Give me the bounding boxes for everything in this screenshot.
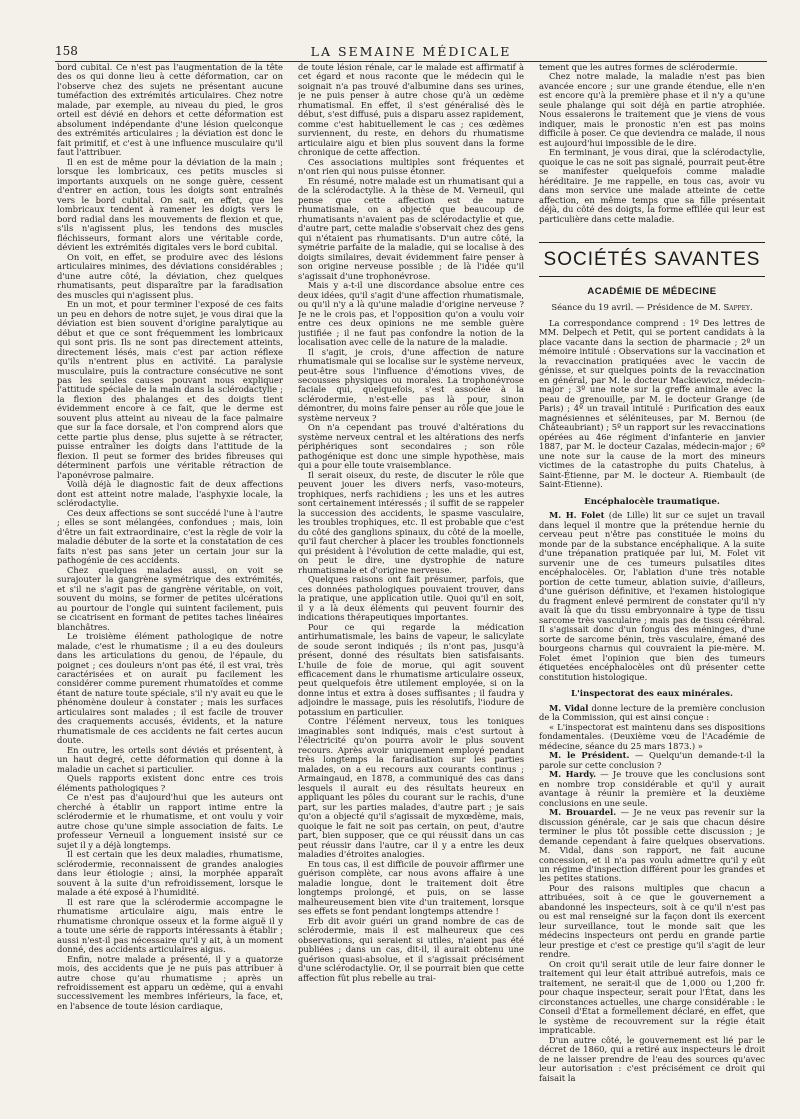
paragraph: Erb dit avoir guéri un grand nombre de cas de sclérodermie, mais il est malheureux que ces observations, qui seraient si utiles, n'aient pas été publiées ; dans un cas, dit-il, il aurait obtenu une guérison quasi-absolue, et il s'agissait précisément d'une sclérodactylie. Or, il se pourrait bien que cette affection fût plus rebelle au trai-: [298, 915, 524, 983]
paragraph: On croit qu'il serait utile de leur faire donner le traitement qui leur était attribué autrefois, mais ce traitement, ne serait-il que de 1,000 ou 1,200 fr. pour chaque inspecteur, serait pour l'État, dans les circonstances actuelles, une charge considérable : le Conseil d'État a formellement déclaré, en effet, que le système de recouvrement sur la régie était impraticable.: [539, 958, 765, 1036]
president-name: Sappey: [723, 302, 750, 313]
paragraph: En un mot, et pour terminer l'exposé de ces faits un peu en dehors de notre sujet, je vous dirai que la déviation est bien souvent d'origine paralytique au début et que ce sont fréquemment les lombricaux qui sont pris. Ils ne sont pas directement atteints, directement lésés, mais c'est par action réflexe qu'ils n'entrent plus en activité. La paralysie musculaire, puis la contracture consécutive ne sont pas les seules causes pouvant nous expliquer l'attitude spéciale de la main dans la sclérodactylie ; la flexion des phalanges et des doigts tient évidemment encore à ce fait, que le derme est souvent plus atteint au niveau de la face palmaire que sur la face dorsale, et l'on comprend alors que cette partie plus dense, plus sujette à se rétracter, puisse entraîner les doigts dans l'attitude de la flexion. Il peut se former des brides fibreuses qui déterminent parfois une véritable rétraction de l'aponévrose palmaire.: [57, 299, 283, 480]
paragraph: Chez quelques malades aussi, on voit se surajouter la gangrène symétrique des extrémités, et s'il ne s'agit pas de gangrène véritable, on voit, souvent du moins, se former de petites ulcérations au pourtour de l'ongle qui suintent facilement, puis se cicatrisent en formant de petites taches linéaires blanchâtres.: [57, 564, 283, 632]
speech-text: (de Lille) lit sur ce sujet un travail dans lequel il montre que la prétendue hernie du cerveau peut n'être pas constituée le moins du monde par de la substance encéphalique. A la suite d'une trépanation pratiquée par lui, M. Folet vit survenir une de ces tumeurs pulsatiles dites encéphalocèles. Or, l'ablation d'une très notable portion de cette tumeur, ablation suivie, d'ailleurs, d'une guérison définitive, et l'examen histologique du fragment enlevé permirent de constater qu'il n'y avait là que du tissu embryonnaire à type de tissu sarcome très vasculaire ; mais pas de tissu cérébral. Il s'agissait donc d'un fongus des méninges, d'une sorte de sarcome bénin, très vasculaire, émané des bourgeons charnus qui couvraient la pie-mère. M. Folet émet l'opinion que bien des tumeurs étiquetées encéphalocèles ont dû présenter cette constitution histologique.: [539, 510, 765, 682]
paragraph: En outre, les orteils sont déviés et présentent, à un haut degré, cette déformation qui donne à la maladie un cachet si particulier.: [57, 744, 283, 774]
paragraph: [539, 770, 765, 808]
paragraph: Ces deux affections se sont succédé l'une à l'autre ; elles se sont mélangées, confondues ; mais, loin d'être un fait extraordinaire, c'est la règle de voir la maladie débuter de la sorte et la constatation de ces faits n'est pas sans jeter un certain jour sur la pathogénie de ces accidents.: [57, 507, 283, 566]
speech-text: donne lecture de la première conclusion de la Commission, qui est ainsi conçue :: [539, 702, 765, 723]
paragraph: Ces associations multiples sont fréquentes et n'ont rien qui nous puisse étonner.: [298, 156, 524, 177]
paragraph: En tous cas, il est difficile de pouvoir affirmer une guérison complète, car nous avons affaire à une maladie longue, dont le traitement doit être longtemps prolongé, et puis, on se lasse malheureusement bien vite d'un traitement, lorsque ses effets se font pendant longtemps attendre !: [298, 858, 524, 917]
speech-text: — Quelqu'un demande-t-il la parole sur cette conclusion ?: [539, 750, 765, 770]
paragraph: [539, 808, 765, 884]
section-title: SOCIÉTÉS SAVANTES: [539, 242, 765, 276]
column-middle: [298, 63, 524, 1093]
paragraph: tement que les autres formes de sclérodermie.: [539, 63, 738, 72]
running-header: [55, 44, 767, 60]
paragraph: Il est rare que la sclérodermie accompagne le rhumatisme articulaire aigu, mais entre le rhumatisme chronique osseux et la forme aiguë il y a toute une série de rapports intéressants à établir ; aussi n'est-il pas nécessaire qu'il y ait, à un moment donné, des accidents articulaires aigus.: [57, 896, 283, 955]
speaker-name: M. H. Folet: [549, 510, 605, 521]
paragraph: Il serait oiseux, du reste, de discuter le rôle que peuvent jouer les divers nerfs, vaso-moteurs, trophiques, nerfs rachidiens ; les uns et les autres sont certainement intéressés ; il suffit de se rappeler la succession des accidents, le spasme vasculaire, les troubles trophiques, etc. Il est probable que c'est du côté des ganglions spinaux, du côté de la moelle, qu'il faut chercher à placer les troubles fonctionnels qui président à l'évolution de cette maladie, qui est, on peut le dire, une dystrophie de nature rhumatismale et d'origine nerveuse.: [298, 469, 524, 575]
column-right: [539, 63, 765, 1093]
paragraph: Voilà déjà le diagnostic fait de deux affections dont est atteint notre malade, l'asphyxie locale, la sclérodactylie.: [57, 479, 283, 509]
paragraph: On n'a cependant pas trouvé d'altérations du système nerveux central et les altérations des nerfs périphériques sont secondaires ; son rôle pathogénique est donc une simple hypothèse, mais qui a pour elle toute vraisemblance.: [298, 422, 524, 471]
speaker-name: M. Hardy.: [549, 769, 597, 780]
subheading: L'inspectorat des eaux minérales.: [571, 689, 733, 700]
paragraph: La correspondance comprend : 1º Des lettres de MM. Delpech et Petit, qui se portent candidats à la place vacante dans la section de pharmacie ; 2º un mémoire intitulé : Observations sur la vaccination et la revaccination pratiquées avec le vaccin de génisse, et sur quelques points de la revaccination en général, par M. le docteur Mackiewicz, médecin-major ; 3º une note sur la greffe animale avec la peau de grenouille, par M. le docteur Grange (de Paris) ; 4º un travail intitulé : Purification des eaux magnésiennes et séléniteuses, par M. Bernou (de Châteaubriant) ; 5º un rapport sur les revaccinations opérées au 46e régiment d'infanterie en janvier 1887, par M. le docteur Cazalas, médecin-major ; 6º une note sur la cause de la mort des mineurs victimes de la catastrophe du puits Chatelus, à Saint-Étienne, par M. le docteur A. Riembault (de Saint-Étienne).: [539, 317, 765, 490]
subheading: Encéphalocèle traumatique.: [584, 496, 720, 507]
paragraph: [539, 511, 765, 682]
journal-title: LA SEMAINE MÉDICALE: [310, 44, 512, 59]
paragraph: bord cubital. Ce n'est pas l'augmentation de la tête des os qui donne lieu à cette déformation, car on l'observe chez des sujets ne présentant aucune tuméfaction des extrémités articulaires. Chez notre malade, par exemple, au niveau du pied, le gros orteil est dévié en dehors et cette déformation est absolument indépendante d'une lésion quelconque des extrémités articulaires ; la déviation est donc le fait primitif, et c'est à une influence musculaire qu'il faut l'attribuer.: [57, 63, 283, 158]
seance-line: Séance du 19 avril. — Présidence de M. Sappey.: [551, 302, 753, 313]
speaker-name: M. le Président.: [549, 750, 630, 761]
subsection-title: ACADÉMIE DE MÉDECINE: [587, 285, 717, 297]
paragraph: Ce n'est pas d'aujourd'hui que les auteurs ont cherché à établir un rapport intime entre la sclérodermie et le rhumatisme, et ont voulu y voir autre chose qu'une simple association de faits. Le professeur Verneuil a longuement insisté sur ce sujet il y a déjà longtemps.: [57, 792, 283, 850]
paragraph: Le troisième élément pathologique de notre malade, c'est le rhumatisme ; il a eu des douleurs dans les articulations du genou, de l'épaule, du poignet ; ces douleurs n'ont pas été, il est vrai, très caractérisées et on aurait pu facilement les considérer comme purement rhumatoïdes et comme étant de nature toute spéciale, s'il n'y avait eu que le phénomène douleur à constater ; mais les surfaces articulaires sont malades ; il est facile de trouver des craquements accusés, évidents, et la nature rhumatismale de ces accidents ne fait certes aucun doute.: [57, 631, 283, 746]
paragraph: Il en est de même pour la déviation de la main ; lorsque les lombricaux, ces petits muscles si importants auxquels on ne songe guère, cessent d'entrer en action, tous les doigts sont entraînés vers le bord cubital. On sait, en effet, que les lombricaux tendent à ramener les doigts vers le bord radial dans les mouvements de flexion et que, s'ils n'agissent plus, les tendons des muscles fléchisseurs, formant alors une véritable corde, dévient les extrémités digitales vers le bord cubital.: [57, 156, 283, 253]
paragraph: [539, 704, 765, 723]
paragraph: Contre l'élément nerveux, tous les toniques imaginables sont indiqués, mais c'est surtout à l'électricité qu'on pourra avoir le plus souvent recours. Après avoir uniquement employé pendant très longtemps la faradisation sur les parties malades, on a eu recours aux courants continus ; Armaingaud, en 1878, a communiqué des cas dans lesquels il aurait eu des résultats heureux en appliquant les pôles du courant sur le rachis, d'une part, sur les parties malades, d'autre part ; je sais qu'on a objecté qu'il s'agissait de myxœdème, mais, quoique le fait ne soit pas certain, on peut, d'autre part, bien supposer, que ce qui réussit dans un cas peut réussir dans l'autre, car il y a entre les deux maladies d'étroites analogies.: [298, 716, 524, 860]
paragraph: Enfin, notre malade a présenté, il y a quatorze mois, des accidents que je ne puis pas attribuer à autre chose qu'au rhumatisme ; après un refroidissement est apparu un œdème, qui a envahi successivement les membres inférieurs, la face, et, en l'absence de toute lésion cardiaque,: [57, 953, 283, 1011]
paragraph: [539, 751, 765, 770]
paragraph: Quelques raisons ont fait présumer, parfois, que ces données pathologiques pouvaient trouver, dans la pratique, une application utile. Quoi qu'il en soit, il y a là deux éléments qui peuvent fournir des indications thérapeutiques importantes.: [298, 574, 524, 623]
paragraph: Mais y a-t-il une discordance absolue entre ces deux idées, qu'il s'agit d'une affection rhumatismale, ou qu'il n'y a là qu'une maladie d'origine nerveuse ? Je ne le crois pas, et l'opposition qu'on a voulu voir entre ces deux opinions ne me semble guère justifiée ; il ne faut pas confondre la notion de la localisation avec celle de la nature de la maladie.: [298, 280, 524, 348]
paragraph: Quels rapports existent donc entre ces trois éléments pathologiques ?: [57, 773, 283, 793]
paragraph: Il s'agit, je crois, d'une affection de nature rhumatismale qui se localise sur le système nerveux, peut-être sous l'influence d'émotions vives, de secousses physiques ou morales. La trophonévrose faciale qui, quelquefois, s'est associée à la sclérodermie, n'est-elle pas là pour, sinon démontrer, du moins faire penser au rôle que joue le système nerveux ?: [298, 346, 524, 423]
paragraph: D'un autre côté, le gouvernement est lié par le décret de 1860, qui a retiré aux inspecteurs le droit de ne laisser prendre de l'eau des sources qu'avec leur autorisation : c'est précisément ce droit qui faisait la: [539, 1034, 765, 1083]
column-left: [57, 63, 283, 1093]
paragraph: En terminant, je vous dirai, que la sclérodactylie, quoique le cas ne soit pas signalé, pourrait peut-être se manifester quelquefois comme maladie héréditaire. Je me rappelle, en tous cas, avoir vu dans mon service une malade atteinte de cette affection, en même temps que sa fille présentait déjà, du côté des doigts, la forme effilée qui leur est particulière dans cette maladie.: [539, 147, 765, 224]
paragraph: Il est certain que les deux maladies, rhumatisme, sclérodermie, reconnaissent de grandes analogies dans leur étiologie ; ainsi, la morphée apparaît souvent à la suite d'un refroidissement, lorsque le malade a été exposé à l'humidité.: [57, 849, 283, 898]
quotation: « L'inspectorat est maintenu dans ses dispositions fondamentales. (Deuxième vœu de l'Académie de médecine, séance du 25 mars 1873.) »: [539, 721, 765, 751]
paragraph: Pour ce qui regarde la médication antirhumatismale, les bains de vapeur, le salicylate de soude seront indiqués ; ils n'ont pas, jusqu'à présent, donné des résultats bien satisfaisants. L'huile de foie de morue, qui agit souvent efficacement dans le rhumatisme articulaire osseux, peut quelquefois être utilement employée, si on la donne intus et extra à doses suffisantes ; il faudra y adjoindre le massage, puis les résolutifs, l'iodure de potassium en particulier.: [298, 621, 524, 717]
page-number: 158: [55, 44, 78, 58]
paragraph: On voit, en effet, se produire avec des lésions articulaires minimes, des déviations considérables ; d'une autre côté, la déviation, chez quelques rhumatisants, peut disparaître par la faradisation des muscles qui n'agissent plus.: [57, 251, 283, 300]
header-rule: [55, 61, 767, 62]
paragraph: En résumé, notre malade est un rhumatisant qui a de la sclérodactylie. À la thèse de M. Verneuil, qui pense que cette affection est de nature rhumatismale, on a objecté que beaucoup de rhumatisants n'avaient pas de sclérodactylie et que, d'autre part, cette maladie s'observait chez des gens qui n'étaient pas rhumatisants. D'un autre côté, la symétrie parfaite de la maladie, qui se localise à des doigts similaires, devait évidemment faire penser à son origine nerveuse possible ; de là l'idée qu'il s'agissait d'une trophonévrose.: [298, 175, 524, 281]
paragraph: Chez notre malade, la maladie n'est pas bien avancée encore ; sur une grande étendue, elle n'en est encore qu'à la première phase et il n'y a qu'une seule phalange qui soit déjà en partie atrophiée. Nous essaierons le traitement que je viens de vous indiquer, mais le pronostic n'en est pas moins difficile à poser. Ce que deviendra ce malade, il nous est aujourd'hui impossible de le dire.: [539, 71, 765, 148]
paragraph: Pour des raisons multiples que chacun a attribuées, soit à ce que le gouvernement a abandonné les inspecteurs, soit à ce qu'il n'est pas ou est mal renseigné sur la façon dont ils exercent leur surveillance, tout le monde sait que les médecins inspecteurs ont perdu en grande partie leur prestige et c'est ce prestige qu'il s'agit de leur rendre.: [539, 882, 765, 960]
seance-text: Séance du 19 avril. — Présidence de M.: [551, 302, 721, 313]
speech-text: — Je ne veux pas revenir sur la discussion générale, car je sais que chacun désire terminer le plus tôt possible cette discussion ; je demande cependant à faire quelques observations. M. Vidal, dans son rapport, ne fait aucune concession, et il n'a pas voulu admettre qu'il y eût un régime d'inspection différent pour les grandes et les petites stations.: [539, 807, 765, 884]
speech-text: — Je trouve que les conclusions sont en nombre trop considérable et qu'il y aurait avantage à réunir la première et la deuxième conclusions en une seule.: [539, 769, 765, 808]
speaker-name: M. Vidal: [549, 702, 589, 713]
paragraph: de toute lésion rénale, car le malade est affirmatif à cet égard et nous raconte que le médecin qui le soignait n'a pas trouvé d'albumine dans ses urines, je ne puis penser à autre chose qu'à un œdème rhumatismal. En effet, il s'est généralisé dès le début, s'est diffusé, puis a disparu assez rapidement, comme c'est habituellement le cas ; ces œdèmes surviennent, du reste, en dehors du rhumatisme articulaire aigu et bien plus souvent dans la forme chronique de cette affection.: [298, 63, 524, 158]
speaker-name: M. Brouardel.: [549, 807, 617, 818]
